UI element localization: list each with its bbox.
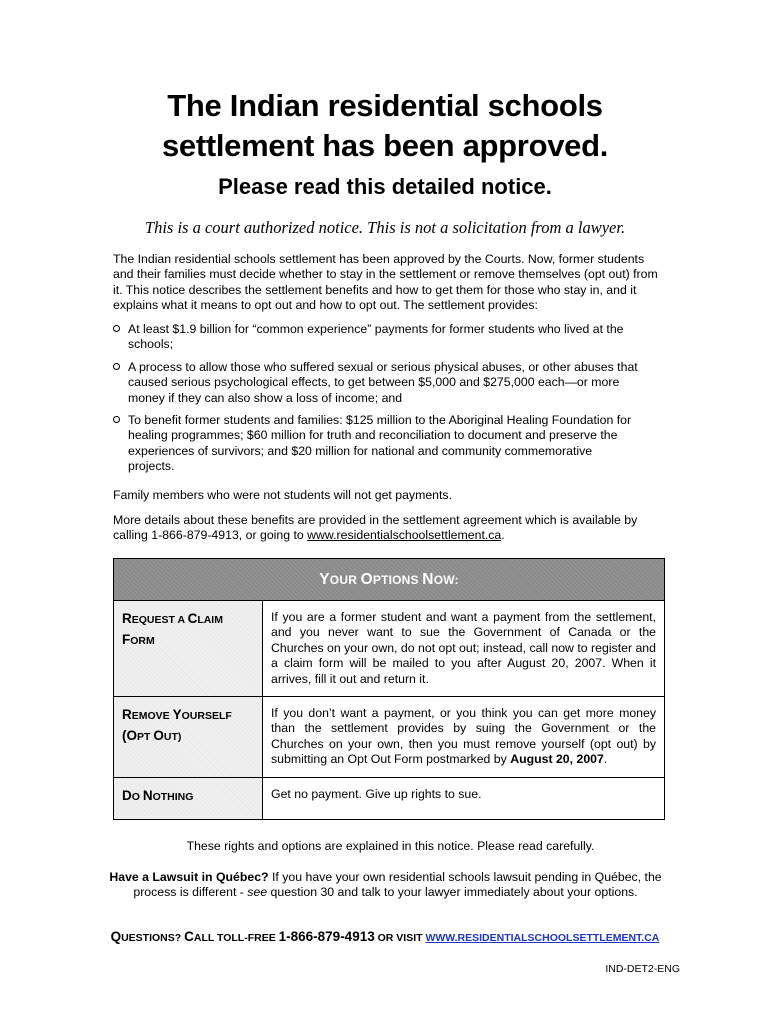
label-text: D xyxy=(122,788,132,804)
questions-text: C xyxy=(184,929,194,944)
description-text-end: . xyxy=(603,752,608,767)
toll-free-phone[interactable]: 1-866-879-4913 xyxy=(278,929,375,944)
quebec-text: If you have your own residential schools lawsuit pending in Québec, the process is different - xyxy=(133,870,662,900)
header-text: OUR xyxy=(329,572,361,587)
questions-text: Q xyxy=(110,929,122,944)
opt-out-deadline: August 20, 2007 xyxy=(510,752,604,767)
provision-text: A process to allow those who suffered sexual or serious physical abuses, or other abuses that caused serious psychological effects, to get between $5,000 and $275,000 each—or more money if they can also show a loss of income; and xyxy=(128,359,638,405)
option-description-remove-yourself xyxy=(263,697,665,778)
questions-text: UESTIONS? xyxy=(121,932,185,944)
description-text: If you don’t want a payment, or you think you can get more money than the settlement provides by suing the Government or the Churches on your own, then you must remove yourself (opt out) by submitting an Opt Out Form postmarked by xyxy=(271,706,656,767)
title-line-2: settlement has been approved. xyxy=(161,128,609,163)
table-row xyxy=(114,778,665,820)
option-description-do-nothing: Get no payment. Give up rights to sue. xyxy=(263,778,665,820)
details-text-end: . xyxy=(501,528,505,543)
rights-explained-note: These rights and options are explained in this notice. Please read carefully. xyxy=(186,839,595,853)
option-label-do-nothing xyxy=(114,778,263,820)
quebec-see: see xyxy=(247,885,268,900)
provision-text: To benefit former students and families: $125 million to the Aboriginal Healing Foundation for healing programmes; $60 million for truth and reconciliation to document and preserve the experiences of survivors; and $20 million for national and community commemorative projects. xyxy=(128,413,632,474)
label-text: EQUEST A xyxy=(131,614,188,626)
questions-text: OR VISIT xyxy=(374,932,426,944)
list-item xyxy=(113,322,641,353)
quebec-lawsuit-note xyxy=(98,870,673,901)
bullet-circle-icon xyxy=(113,416,120,423)
settlement-website-link[interactable]: WWW.RESIDENTIALSCHOOLSETTLEMENT.CA xyxy=(425,932,660,944)
label-text: Y xyxy=(172,707,182,723)
option-label-request-claim-form xyxy=(114,601,263,697)
label-text: N xyxy=(142,788,153,804)
label-text: UT) xyxy=(163,731,182,744)
label-text: (O xyxy=(122,728,137,744)
label-text: PT xyxy=(137,731,154,744)
option-description-request-claim-form: If you are a former student and want a payment from the settlement, and you never want to sue the Government of Canada or the Churches on your own, do not opt out; instead, call now to register and a claim form will be mailed to you after August 20, 2007. When it arrives, fill it out and return it. xyxy=(263,601,665,697)
bullet-circle-icon xyxy=(113,363,120,370)
provision-text: At least $1.9 billion for “common experience” payments for former students who lived at the schools; xyxy=(128,322,624,352)
quebec-text-2: question 30 and talk to your lawyer immediately about your options. xyxy=(267,885,638,900)
quebec-lead: Have a Lawsuit in Québec? xyxy=(109,870,269,884)
label-text: ORM xyxy=(130,635,155,647)
header-text: N xyxy=(422,570,434,588)
options-table-header xyxy=(114,559,665,601)
label-text: EMOVE xyxy=(131,710,173,723)
title-line-1: The Indian residential schools xyxy=(167,88,603,123)
options-table xyxy=(113,558,665,820)
page-subtitle: Please read this detailed notice. xyxy=(218,174,552,199)
label-text: R xyxy=(122,707,132,723)
header-text: O xyxy=(360,570,373,588)
settlement-provisions-list xyxy=(113,322,641,482)
bullet-circle-icon xyxy=(113,325,120,332)
label-text: LAIM xyxy=(197,614,223,626)
label-text: C xyxy=(187,611,198,626)
label-text: F xyxy=(122,632,131,647)
label-text: R xyxy=(122,611,132,626)
intro-paragraph: The Indian residential schools settlement has been approved by the Courts. Now, former students and their families must decide whether to stay in the settlement or remove themselves (opt out) from it. This notice describes the settlement benefits and how to get them for those who stay in, and it explains what it means to opt out and how to opt out. The settlement provides: xyxy=(113,252,658,313)
label-text: OTHING xyxy=(152,791,194,804)
list-item xyxy=(113,360,641,406)
settlement-website-link[interactable]: www.residentialschoolsettlement.ca xyxy=(307,528,502,543)
label-text: O xyxy=(131,791,143,804)
label-text: OURSELF xyxy=(181,710,232,723)
table-row xyxy=(114,601,665,697)
details-text: More details about these benefits are provided in the settlement agreement which is available by calling 1-866-879-4913, or going to xyxy=(113,513,638,543)
family-members-note: Family members who were not students will not get payments. xyxy=(113,488,452,502)
label-text: O xyxy=(153,728,164,744)
header-text: Y xyxy=(319,570,330,588)
list-item xyxy=(113,413,641,475)
page-title xyxy=(60,86,710,166)
header-text: PTIONS xyxy=(372,572,423,587)
questions-contact-line xyxy=(60,929,710,944)
table-row xyxy=(114,697,665,778)
header-text: OW: xyxy=(433,572,459,587)
option-label-remove-yourself xyxy=(114,697,263,778)
court-authorized-notice: This is a court authorized notice. This is not a solicitation from a lawyer. xyxy=(144,218,626,237)
questions-text: ALL TOLL-FREE xyxy=(193,932,279,944)
document-code: IND-DET2-ENG xyxy=(605,963,680,975)
more-details-paragraph xyxy=(113,513,668,544)
